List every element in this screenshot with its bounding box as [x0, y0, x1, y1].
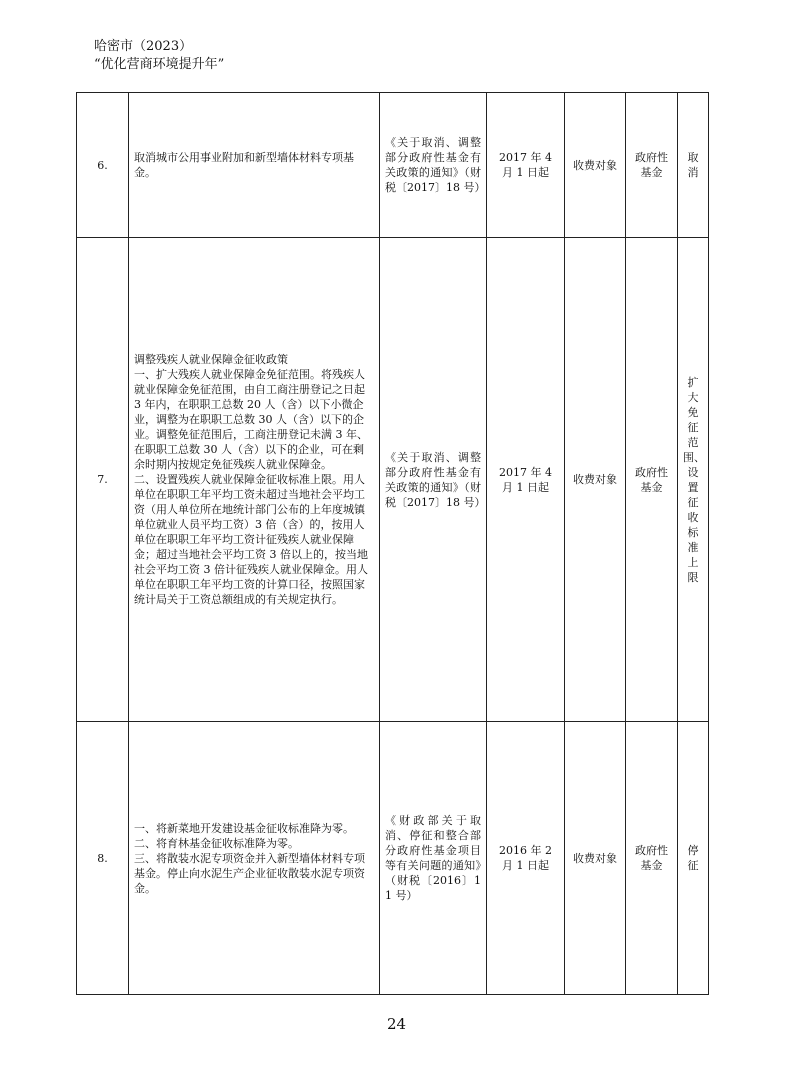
- header-subtitle: “优化营商环境提升年”: [94, 57, 225, 72]
- content-paragraph: 三、将散装水泥专项资金并入新型墙体材料专项基金。停止向水泥生产企业征收散装水泥专项资金。: [134, 851, 365, 895]
- policy-table: [76, 92, 709, 995]
- target-object: 收费对象: [565, 93, 626, 238]
- page-number: 24: [386, 1015, 407, 1033]
- header-title: 哈密市（2023）: [94, 39, 193, 54]
- fund-category: 政府性基金: [626, 722, 678, 995]
- row-number: 6.: [77, 93, 129, 238]
- content-paragraph: 一、扩大残疾人就业保障金免征范围。将残疾人就业保障金免征范围，由自工商注册登记之日起 3 年内，在职职工总数 20 人（含）以下小微企业，调整为在职职工总数 30 人（含）以下的企业。调整免征范围后，工商注册登记未满 3 年、在职职工总数 30 人（含）以下的企业，可在剩余时期内按规定免征残疾人就业保障金。: [134, 368, 368, 471]
- effective-date: 2016 年 2 月 1 日起: [487, 722, 565, 995]
- row-number: 8.: [77, 722, 129, 995]
- fund-category: 政府性基金: [626, 93, 678, 238]
- policy-action: 停征: [678, 722, 709, 995]
- policy-basis: 《关于取消、调整部分政府性基金有关政策的通知》（财税〔2017〕18 号）: [380, 93, 487, 238]
- target-object: 收费对象: [565, 722, 626, 995]
- table-row: [77, 238, 709, 722]
- policy-content: [129, 238, 380, 722]
- effective-date: 2017 年 4 月 1 日起: [487, 93, 565, 238]
- policy-action: 取消: [678, 93, 709, 238]
- content-paragraph: 取消城市公用事业附加和新型墙体材料专项基金。: [134, 151, 354, 179]
- table-row: [77, 722, 709, 995]
- content-paragraph: 调整残疾人就业保障金征收政策: [134, 353, 288, 366]
- page-header: [94, 38, 224, 74]
- fund-category: 政府性基金: [626, 238, 678, 722]
- row-number: 7.: [77, 238, 129, 722]
- content-paragraph: 一、将新菜地开发建设基金征收标准降为零。: [134, 821, 354, 835]
- policy-basis: 《财政部关于取消、停征和整合部分政府性基金项目等有关问题的通知》（财税〔2016〕11 号）: [380, 722, 487, 995]
- policy-basis: 《关于取消、调整部分政府性基金有关政策的通知》（财税〔2017〕18 号）: [380, 238, 487, 722]
- policy-action: 扩大免征范围、设置征收标准上限: [678, 238, 709, 722]
- target-object: 收费对象: [565, 238, 626, 722]
- content-paragraph: 二、将育林基金征收标准降为零。: [134, 836, 299, 850]
- effective-date: 2017 年 4 月 1 日起: [487, 238, 565, 722]
- content-paragraph: 二、设置残疾人就业保障金征收标准上限。用人单位在职职工年平均工资未超过当地社会平均工资（用人单位所在地统计部门公布的上年度城镇单位就业人员平均工资）3 倍（含）的，按用人单位在职职工年平均工资计征残疾人就业保障金；超过当地社会平均工资 3 倍以上的，按当地社会平均工资 3 倍计征残疾人就业保障金。用人单位在职职工年平均工资的计算口径，按照国家统计局关于工资总额组成的有关规定执行。: [134, 473, 368, 606]
- table-row: [77, 93, 709, 238]
- policy-content: [129, 93, 380, 238]
- policy-content: [129, 722, 380, 995]
